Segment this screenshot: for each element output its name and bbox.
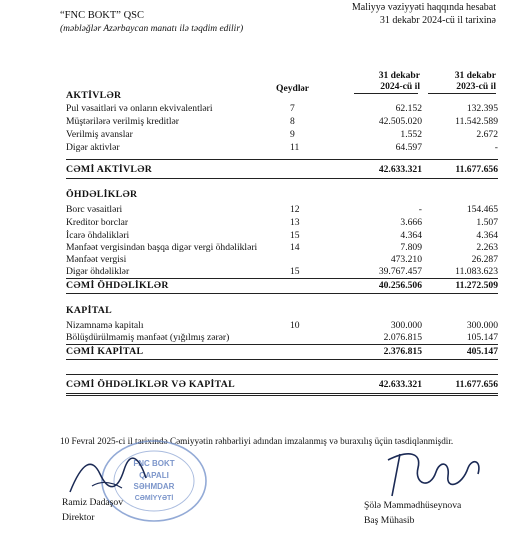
liability-row	[66, 230, 498, 242]
chief-accountant-signature	[378, 446, 488, 504]
row-label: Nizamnamə kapitalı	[66, 320, 144, 331]
signature-icon	[378, 446, 488, 504]
stamp-line-4: CƏMİYYƏTİ	[134, 495, 174, 502]
asset-row	[66, 103, 498, 115]
row-note: 15	[290, 230, 300, 241]
row-label: Mənfəət vergisi	[66, 254, 127, 265]
grand-total-bottomline-1	[66, 393, 498, 394]
total-label: CƏMİ AKTİVLƏR	[66, 164, 153, 175]
col-2024-header-line2: 2024-cü il	[380, 81, 420, 92]
row-label: Kreditor borclar	[66, 217, 129, 228]
chief-accountant-title: Baş Mühasib	[364, 515, 415, 526]
row-label: Pul vəsaitləri və onların ekvivalentləri	[66, 103, 213, 114]
grand-total-bottomline-2	[66, 395, 498, 396]
liabilities-heading: ÖHDƏLİKLƏR	[66, 189, 138, 200]
row-label: Digər öhdəliklər	[66, 266, 130, 277]
row-value-2024: 39.767.457	[378, 266, 422, 277]
row-note: 13	[290, 217, 300, 228]
row-value-2023: 154.465	[466, 204, 498, 215]
row-value-2024: 473.210	[390, 254, 422, 265]
col-2023-header-line2: 2023-cü il	[456, 81, 496, 92]
row-value-2023: 11.083.623	[455, 266, 498, 277]
row-note: 12	[290, 204, 300, 215]
company-name: “FNC BOKT” QSC	[60, 10, 145, 21]
equity-total-bottomline	[66, 359, 498, 360]
row-value-2023: 132.395	[466, 103, 498, 114]
director-signature	[62, 452, 152, 502]
liability-row	[66, 266, 498, 278]
row-label: İcarə öhdəlikləri	[66, 230, 130, 241]
total-value-2024: 42.633.321	[378, 164, 422, 175]
row-note: 7	[290, 103, 295, 114]
liabilities-total-bottomline	[66, 293, 498, 294]
row-value-2023: 300.000	[466, 320, 498, 331]
row-value-2023: 26.287	[471, 254, 498, 265]
assets-total-bottomline	[66, 178, 498, 179]
row-value-2024: 4.364	[400, 230, 422, 241]
liability-row	[66, 217, 498, 229]
row-value-2024: 62.152	[395, 103, 422, 114]
row-value-2023: -	[494, 142, 498, 153]
liability-row	[66, 242, 498, 254]
row-value-2024: 2.076.815	[383, 332, 422, 343]
grand-total-value-2023: 11.677.656	[455, 379, 498, 390]
row-value-2024: 300.000	[390, 320, 422, 331]
col-note-header: Qeydlər	[276, 83, 310, 94]
assets-heading: AKTİVLƏR	[66, 90, 122, 101]
col-2023-header-line1: 31 dekabr	[454, 70, 496, 81]
equity-row	[66, 332, 498, 344]
col-2023-header-underline	[428, 93, 496, 94]
report-date: 31 dekabr 2024-cü il tarixinə	[379, 15, 496, 26]
row-value-2024: 7.809	[400, 242, 422, 253]
liabilities-total-row	[66, 280, 498, 292]
equity-total-topline	[66, 344, 498, 345]
asset-row	[66, 129, 498, 141]
approval-text: 10 Fevral 2025-ci il tarixində Cəmiyyətin rəhbərliyi adından imzalanmış və buraxılış üçün təsdiqlənmişdir.	[60, 436, 454, 446]
row-value-2024: -	[418, 204, 422, 215]
row-note: 14	[290, 242, 300, 253]
grand-total-value-2024: 42.633.321	[378, 379, 422, 390]
row-label: Müştərilərə verilmiş kreditlər	[66, 116, 179, 127]
grand-total-topline	[66, 374, 498, 375]
col-2024-header-underline	[354, 93, 418, 94]
assets-total-topline	[66, 159, 498, 160]
row-value-2023: 2.672	[476, 129, 498, 140]
row-note: 11	[290, 142, 300, 153]
director-title: Direktor	[62, 512, 95, 523]
row-value-2024: 1.552	[400, 129, 422, 140]
liability-row	[66, 204, 498, 216]
signature-icon	[62, 452, 152, 502]
row-label: Borc vəsaitləri	[66, 204, 123, 215]
row-value-2024: 64.597	[395, 142, 422, 153]
row-value-2024: 3.666	[400, 217, 422, 228]
stamp-line-1: FNC BOKT	[133, 459, 175, 468]
liabilities-total-topline	[66, 278, 498, 279]
row-label: Digər aktivlər	[66, 142, 120, 153]
total-label: CƏMİ ÖHDƏLİKLƏR	[66, 280, 169, 291]
row-value-2023: 2.263	[476, 242, 498, 253]
row-note: 9	[290, 129, 295, 140]
chief-accountant-name: Şölə Məmmədhüseynova	[364, 500, 462, 511]
total-value-2024: 2.376.815	[383, 346, 422, 357]
equity-heading: KAPİTAL	[66, 305, 113, 316]
asset-row	[66, 116, 498, 128]
row-value-2024: 42.505.020	[378, 116, 422, 127]
total-label: CƏMİ KAPİTAL	[66, 346, 144, 357]
equity-row	[66, 320, 498, 332]
row-value-2023: 4.364	[476, 230, 498, 241]
row-note: 10	[290, 320, 300, 331]
total-value-2023: 405.147	[466, 346, 498, 357]
director-name: Ramiz Dadaşov	[62, 497, 124, 508]
row-value-2023: 1.507	[476, 217, 498, 228]
row-label: Bölüşdürülməmiş mənfəət (yığılmış zərər)	[66, 332, 230, 343]
liability-row	[66, 254, 498, 266]
grand-total-row	[66, 379, 498, 391]
total-value-2023: 11.677.656	[455, 164, 498, 175]
units-note: (məbləğlər Azərbaycan manatı ilə təqdim edilir)	[60, 24, 244, 34]
row-value-2023: 11.542.589	[455, 116, 498, 127]
equity-total-row	[66, 346, 498, 358]
row-note: 8	[290, 116, 295, 127]
stamp-line-2: QAPALI	[139, 471, 169, 480]
row-label: Verilmiş avanslar	[66, 129, 133, 140]
assets-total-row	[66, 164, 498, 176]
stamp-line-3: SƏHMDAR	[133, 482, 175, 491]
row-note: 15	[290, 266, 300, 277]
row-label: Mənfəət vergisindən başqa digər vergi öhdəlikləri	[66, 242, 258, 253]
report-title: Maliyyə vəziyyəti haqqında hesabat	[351, 2, 496, 13]
total-value-2023: 11.272.509	[455, 280, 498, 291]
col-2024-header-line1: 31 dekabr	[378, 70, 420, 81]
row-value-2023: 105.147	[466, 332, 498, 343]
asset-row	[66, 142, 498, 154]
total-value-2024: 40.256.506	[378, 280, 422, 291]
grand-total-label: CƏMİ ÖHDƏLİKLƏR VƏ KAPİTAL	[66, 379, 235, 390]
